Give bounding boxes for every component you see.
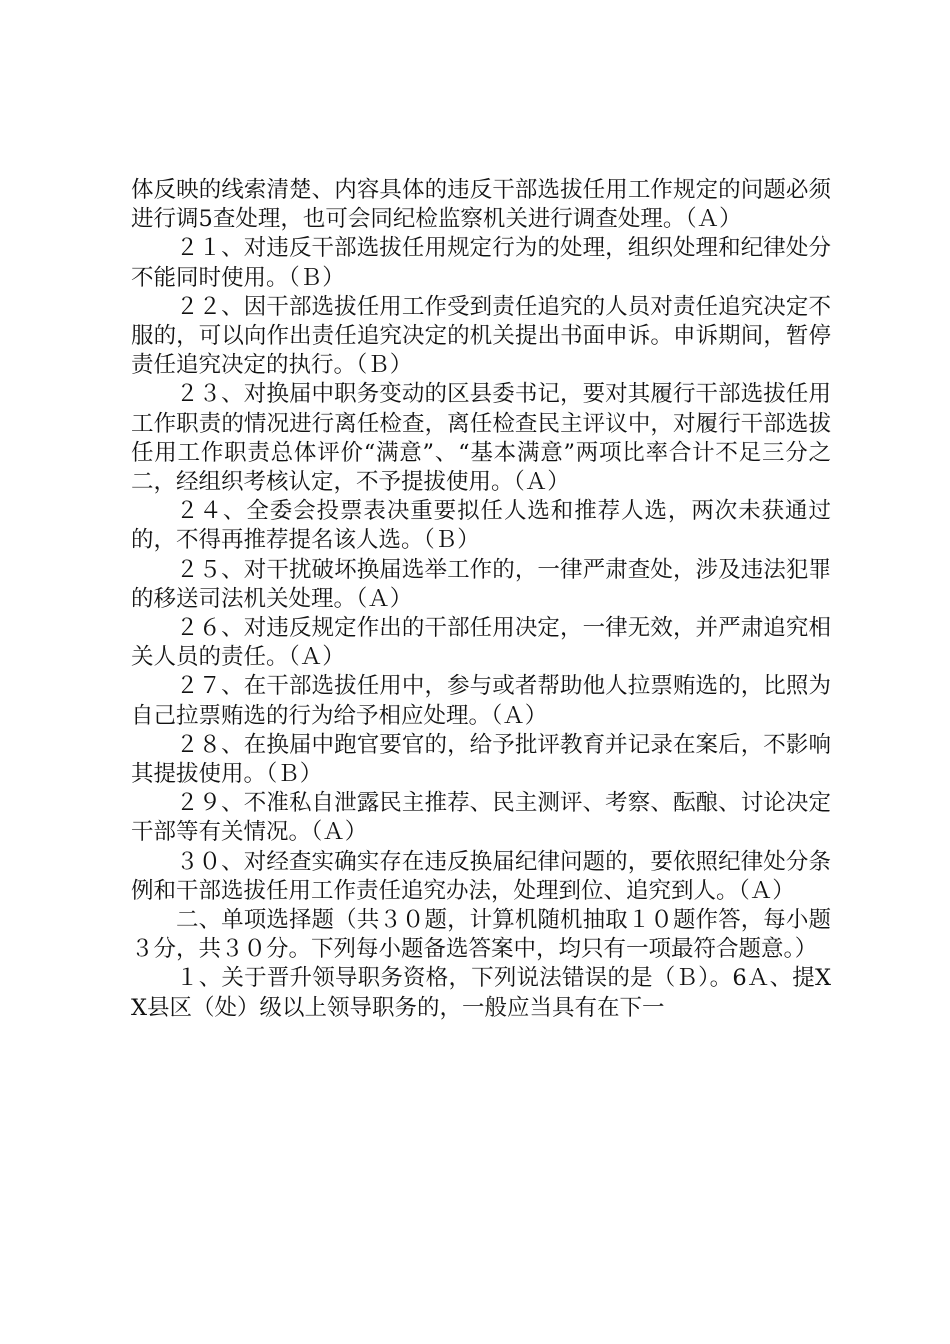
question-27: ２７、在干部选拔任用中，参与或者帮助他人拉票贿选的，比照为自己拉票贿选的行为给予相应处理。（Ａ） [131,673,831,729]
question-30: ３０、对经查实确实存在违反换届纪律问题的，要依照纪律处分条例和干部选拔任用工作责任追究办法，处理到位、追究到人。（Ａ） [131,848,831,904]
question-22: ２２、因干部选拔任用工作受到责任追究的人员对责任追究决定不服的，可以向作出责任追究决定的机关提出书面申诉。申诉期间，暂停责任追究决定的执行。（Ｂ） [131,293,831,379]
question-23: ２３、对换届中职务变动的区县委书记，要对其履行干部选拔任用工作职责的情况进行离任检查，离任检查民主评议中，对履行干部选拔任用工作职责总体评价“满意”、“基本满意”两项比率合计不足三分之二，经组织考核认定，不予提拔使用。（Ａ） [131,381,831,496]
question-24: ２４、全委会投票表决重要拟任人选和推荐人选，两次未获通过的，不得再推荐提名该人选。（Ｂ） [131,498,831,554]
document-body [131,176,831,1023]
question-21: ２１、对违反干部选拔任用规定行为的处理，组织处理和纪律处分不能同时使用。（Ｂ） [131,235,831,291]
paragraph-continuation-20: 体反映的线索清楚、内容具体的违反干部选拔任用工作规定的问题必须进行调5查处理，也可会同纪检监察机关进行调查处理。（Ａ） [131,177,831,233]
question-26: ２６、对违反规定作出的干部任用决定，一律无效，并严肃追究相关人员的责任。（Ａ） [131,615,831,671]
question-25: ２５、对干扰破坏换届选举工作的，一律严肃查处，涉及违法犯罪的移送司法机关处理。（Ａ） [131,556,831,612]
section-heading-single-choice: 二、单项选择题（共３０题，计算机随机抽取１０题作答，每小题３分，共３０分。下列每小题备选答案中，均只有一项最符合题意。） [131,907,831,963]
single-choice-question-1: １、关于晋升领导职务资格，下列说法错误的是（Ｂ）。6Ａ、提XX县区（处）级以上领导职务的，一般应当具有在下一 [131,965,831,1021]
question-28: ２８、在换届中跑官要官的，给予批评教育并记录在案后，不影响其提拔使用。（Ｂ） [131,731,831,788]
question-29: ２９、不准私自泄露民主推荐、民主测评、考察、酝酿、讨论决定干部等有关情况。（Ａ） [131,790,831,846]
